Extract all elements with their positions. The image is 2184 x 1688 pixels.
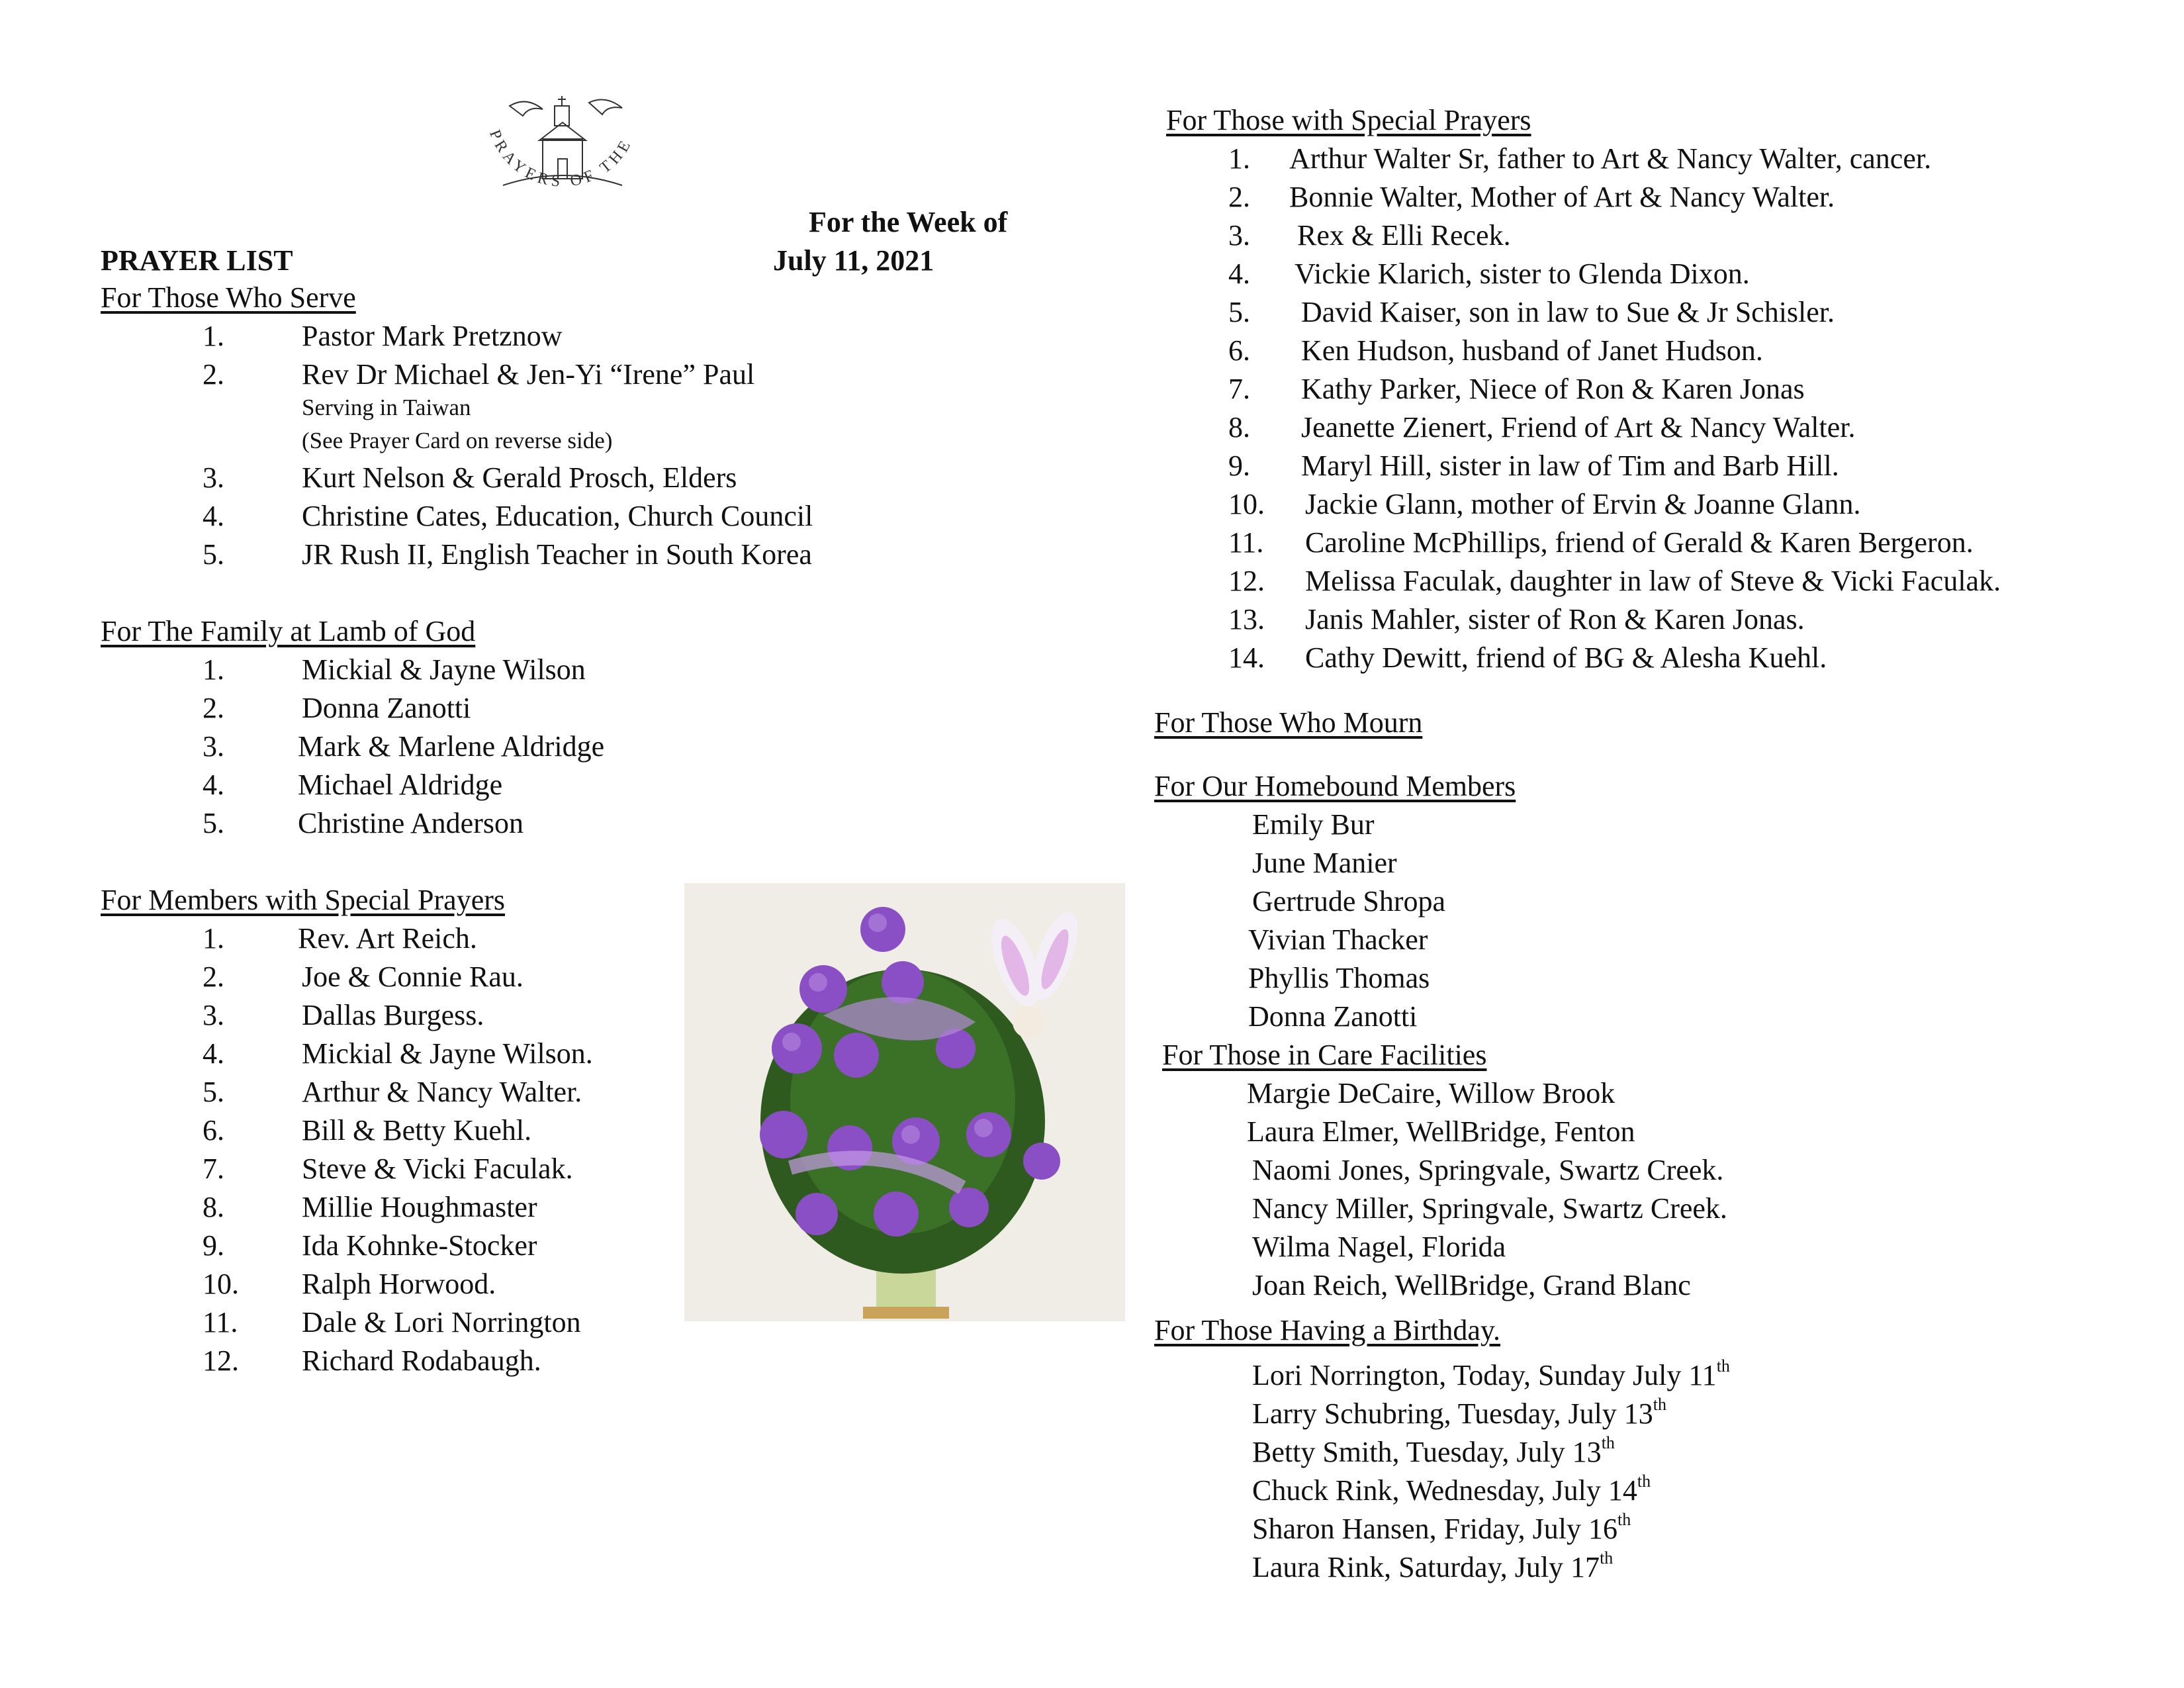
family-heading: For The Family at Lamb of God xyxy=(101,615,476,647)
list-item: Emily Bur xyxy=(1252,808,1375,841)
list-item: Chuck Rink, Wednesday, July 14th xyxy=(1252,1472,1651,1507)
list-item: Wilma Nagel, Florida xyxy=(1252,1231,1506,1263)
care-heading: For Those in Care Facilities xyxy=(1162,1039,1487,1071)
church-logo-icon xyxy=(463,93,662,238)
list-item: Phyllis Thomas xyxy=(1248,962,1430,994)
special-heading: For Those with Special Prayers xyxy=(1166,104,1531,136)
list-item: Donna Zanotti xyxy=(1248,1000,1418,1033)
svg-text:PRAYERS OF THE CHURCH: PRAYERS OF THE xyxy=(486,127,636,191)
list-item: Naomi Jones, Springvale, Swartz Creek. xyxy=(1252,1154,1724,1186)
serve-note: Serving in Taiwan xyxy=(302,395,471,420)
list-item: Joan Reich, WellBridge, Grand Blanc xyxy=(1252,1269,1691,1301)
members-heading: For Members with Special Prayers xyxy=(101,884,505,916)
list-item: Betty Smith, Tuesday, July 13th xyxy=(1252,1433,1615,1468)
birthday-heading: For Those Having a Birthday. xyxy=(1154,1314,1501,1346)
list-item: Margie DeCaire, Willow Brook xyxy=(1247,1077,1615,1109)
week-label: For the Week of xyxy=(809,206,1008,238)
list-item: Nancy Miller, Springvale, Swartz Creek. xyxy=(1252,1192,1727,1225)
list-item: Lori Norrington, Today, Sunday July 11th xyxy=(1252,1356,1730,1391)
list-item: Larry Schubring, Tuesday, July 13th xyxy=(1252,1395,1667,1430)
list-item: Laura Elmer, WellBridge, Fenton xyxy=(1247,1115,1635,1148)
homebound-heading: For Our Homebound Members xyxy=(1154,770,1516,802)
list-item: Gertrude Shropa xyxy=(1252,885,1446,917)
mourn-heading: For Those Who Mourn xyxy=(1154,706,1423,739)
prayers-of-the-church-logo xyxy=(463,93,662,238)
page-title: PRAYER LIST xyxy=(101,244,293,277)
serve-heading: For Those Who Serve xyxy=(101,281,356,314)
flower-arrangement-photo xyxy=(684,883,1125,1321)
week-date: July 11, 2021 xyxy=(773,244,934,277)
list-item: Vivian Thacker xyxy=(1248,923,1428,956)
list-item: Sharon Hansen, Friday, July 16th xyxy=(1252,1510,1631,1545)
flower-arrangement-icon xyxy=(684,883,1125,1321)
list-item: June Manier xyxy=(1252,847,1397,879)
list-item: Laura Rink, Saturday, July 17th xyxy=(1252,1548,1614,1583)
serve-note: (See Prayer Card on reverse side) xyxy=(302,428,613,453)
